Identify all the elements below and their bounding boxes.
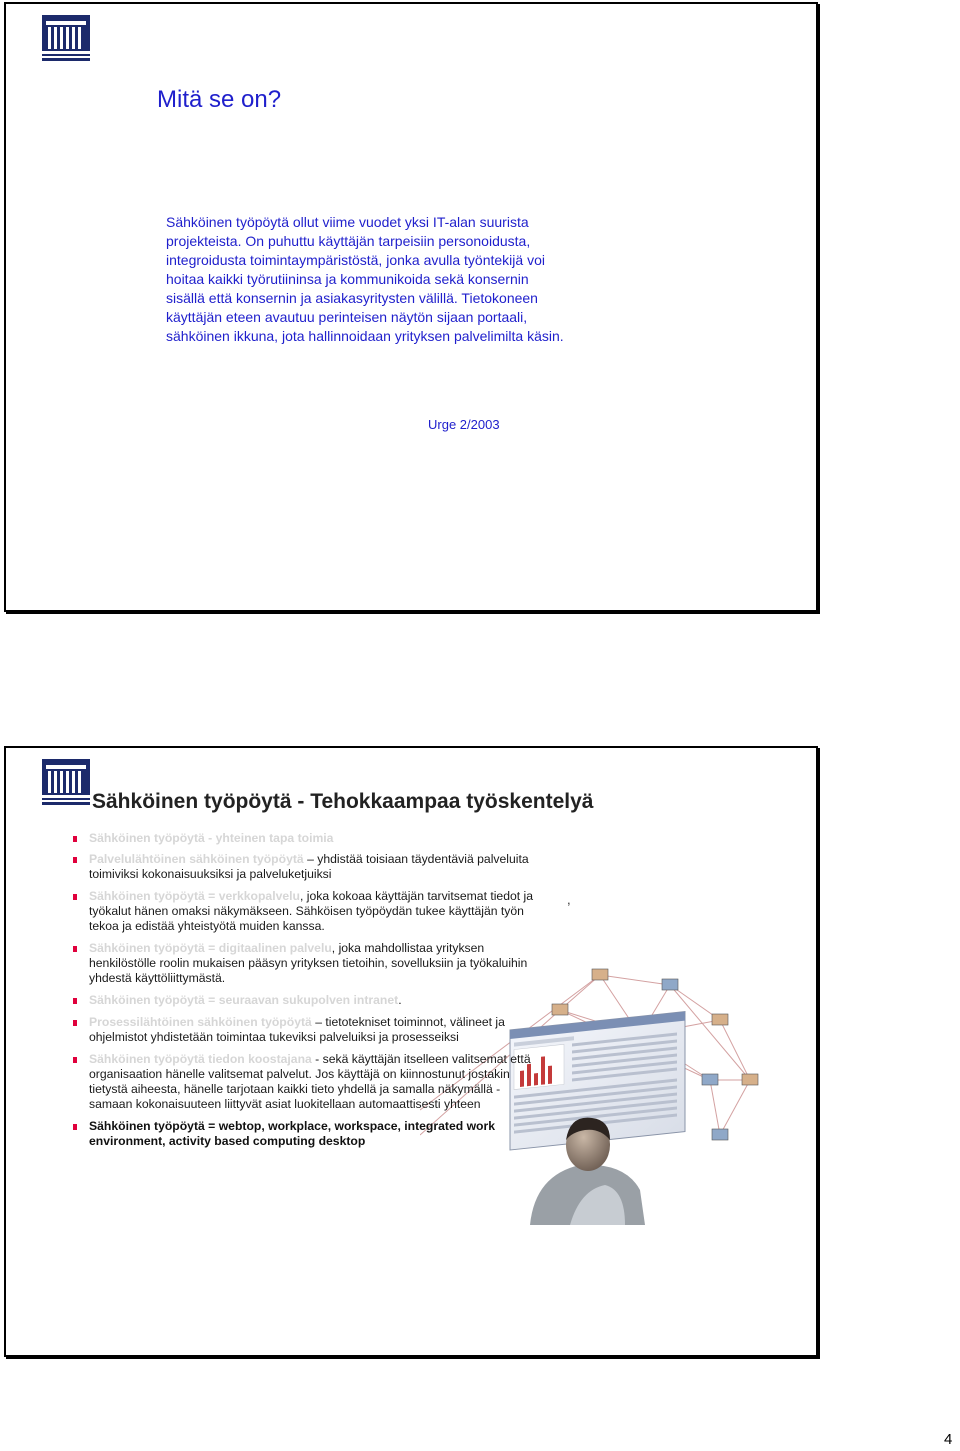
bullet-lead: Sähköinen työpöytä - yhteinen tapa toimia	[89, 831, 334, 845]
bullet-item-final	[72, 1119, 542, 1149]
bullet-lead: Palvelulähtöinen sähköinen työpöytä	[89, 852, 304, 866]
bullet-item	[72, 941, 542, 986]
stray-comma: ,	[567, 892, 571, 907]
bullet-text: , joka mahdollistaa yrityksen henkilöstölle roolin mukaisen pääsyn yrityksen tietoihin, sovelluksiin ja työkaluihin yhdestä käyttöliittymästä.	[89, 941, 528, 985]
bullet-lead: Sähköinen työpöytä = digitaalinen palvelu	[89, 941, 332, 955]
slide-2-title-rest: Tehokkaampaa työskentelyä	[310, 790, 594, 813]
bullet-item	[72, 993, 542, 1008]
bullet-item	[72, 1052, 542, 1112]
page-number: 4	[944, 1431, 953, 1448]
slide-2-title-separator: -	[291, 790, 311, 813]
bullet-item	[72, 852, 542, 882]
bullet-text: – yhdistää toisiaan täydentäviä palveluita toimiviksi kokonaisuuksiksi ja palveluketjuiksi	[89, 852, 529, 881]
bullet-item	[72, 1015, 542, 1045]
slide-2-bullet-list	[72, 831, 542, 1149]
bullet-text: , joka kokoaa käyttäjän tarvitsemat tiedot ja työkalut hänen omaksi näkymäkseen. Sähköisen työpöydän tukee käyttäjän työn tekoa ja edistää yhteistyötä muiden kanssa.	[89, 889, 534, 933]
bullet-text: – tietotekniset toiminnot, välineet ja ohjelmistot yhdistetään toimintaa tukeviksi palveluiksi ja prosesseiksi	[89, 1015, 505, 1044]
slide-1-body-text: Sähköinen työpöytä ollut viime vuodet yksi IT-alan suurista projekteista. On puhuttu käyttäjän tarpeisiin personoidusta, integroidusta toimintaympäristöstä, jonka avulla työntekijä voi hoitaa kaikki työrutiininsa ja kommunikoida sekä konsernin sisällä että konsernin ja asiakasyritysten välillä. Tietokoneen käyttäjän eteen avautuu perinteisen näytön sijaan portaali, sähköinen ikkuna, jota hallinnoidaan yrityksen palvelimilta käsin.	[166, 214, 564, 344]
slide-2-title	[92, 790, 593, 814]
bullet-item	[72, 889, 542, 934]
slide-2-title-bold: Sähköinen työpöytä	[92, 790, 292, 813]
bullet-lead: Sähköinen työpöytä = verkkopalvelu	[89, 889, 300, 903]
slide-1-source: Urge 2/2003	[428, 417, 500, 432]
bullet-lead: Sähköinen työpöytä tiedon koostajana	[89, 1052, 312, 1066]
bullet-item	[72, 831, 542, 846]
bullet-final-text: Sähköinen työpöytä = webtop, workplace, workspace, integrated work environment, activity based computing desktop	[89, 1119, 496, 1148]
bullet-lead: Prosessilähtöinen sähköinen työpöytä	[89, 1015, 312, 1029]
parliament-logo-icon	[42, 759, 90, 805]
parliament-logo-icon	[42, 15, 90, 61]
bullet-text: .	[398, 993, 402, 1007]
slide-1-title: Mitä se on?	[157, 86, 282, 113]
bullet-text: - sekä käyttäjän itselleen valitsemat että organisaation hänelle valitsemat palvelut. Jos käyttäjä on kiinnostunut jostakin tietystä aiheesta, hänelle tarjotaan kaikki tieto yhdellä ja samalla näkymällä - samaan kokonaisuuteen liittyvät asiat luokitellaan automaattisesti yhteen	[89, 1052, 531, 1111]
bullet-lead: Sähköinen työpöytä = seuraavan sukupolven intranet	[89, 993, 399, 1007]
